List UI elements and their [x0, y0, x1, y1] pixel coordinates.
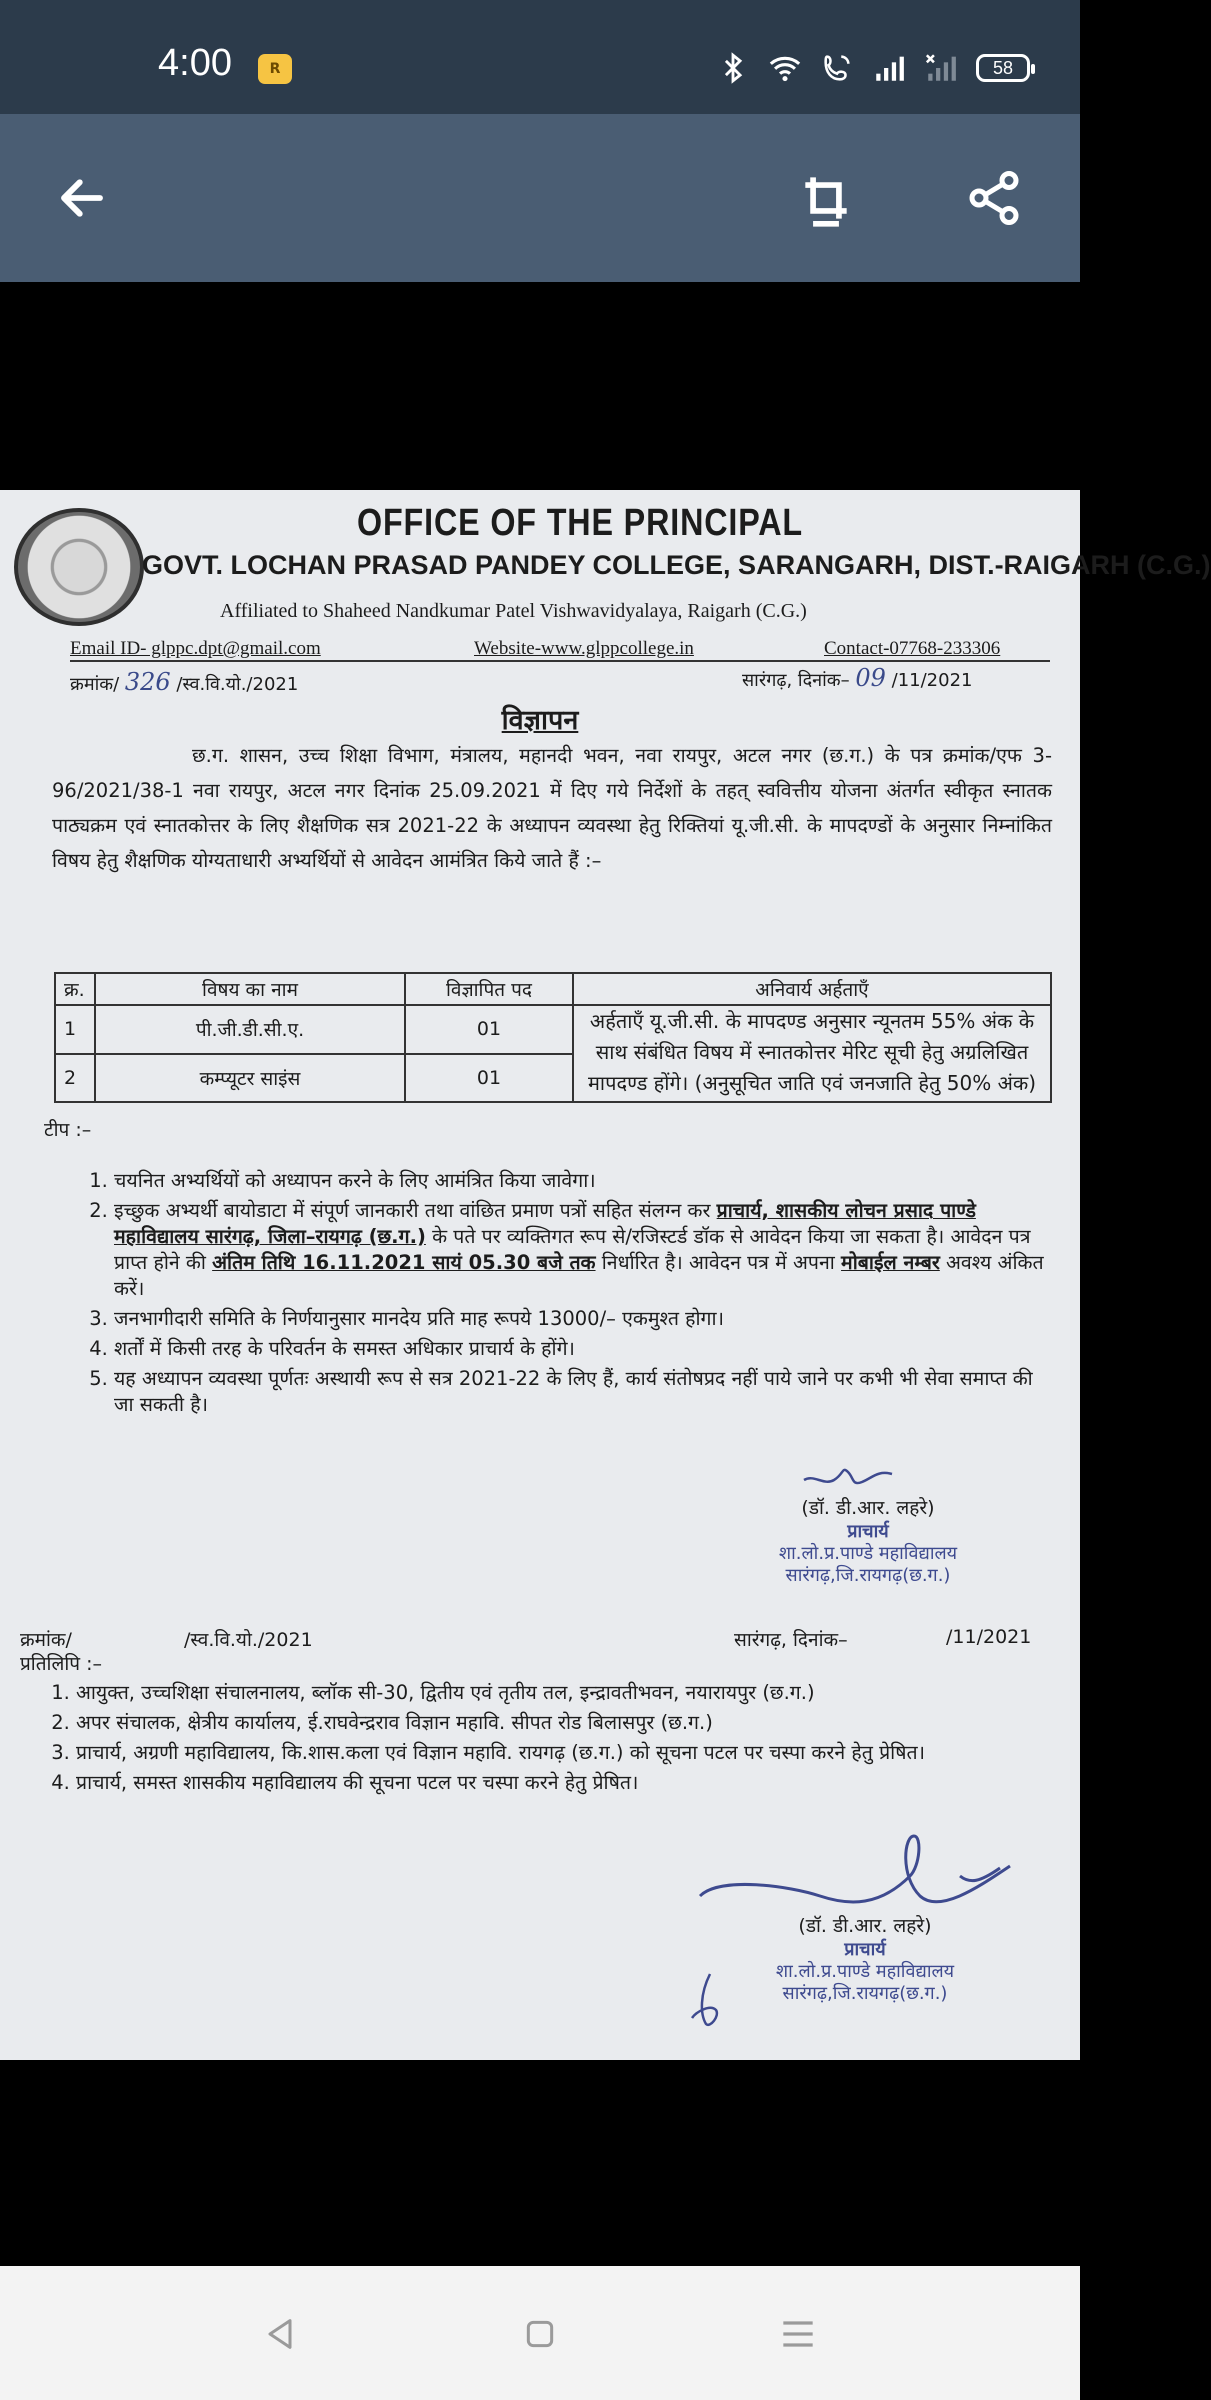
crop-icon: [795, 167, 857, 229]
row-sno: 2: [55, 1054, 95, 1103]
notice-body: छ.ग. शासन, उच्च शिक्षा विभाग, मंत्रालय, महानदी भवन, नवा रायपुर, अटल नगर (छ.ग.) के पत्र क्रमांक/एफ 3-96/2021/38-1 नवा रायपुर, अटल नगर दिनांक 25.09.2021 में दिए गये निर्देशों के तहत् स्ववित्तीय योजना अंतर्गत स्वीकृत स्नातक पाठ्यक्रम एवं स्नातकोत्तर के लिए शैक्षणिक सत्र 2021-22 के अध्यापन व्यवस्था हेतु रिक्तियां यू.जी.सी. के मापदण्डों के अनुसार निम्नांकित विषय हेतु शैक्षणिक योग्यताधारी अभ्यर्थियों से आवेदन आमंत्रित किये जाते हैं :–: [52, 744, 1052, 872]
date-rest: /11/2021: [891, 670, 973, 691]
ref2-place: सारंगढ़, दिनांक–: [734, 1629, 848, 1651]
row-posts: 01: [405, 1005, 573, 1054]
stamp-line: शा.लो.प्र.पाण्डे महाविद्यालय: [778, 1543, 958, 1564]
list-item: 4. शर्तों में किसी तरह के परिवर्तन के समस्त अधिकार प्राचार्य के होंगे।: [114, 1336, 1056, 1362]
back-button[interactable]: [42, 158, 122, 238]
row-sno: 1: [55, 1005, 95, 1054]
note2-address: प्राचार्य, शासकीय लोचन प्रसाद पाण्डे महाविद्यालय सारंगढ़, जिला–रायगढ़ (छ.ग.): [114, 1199, 976, 1248]
college-name: GOVT. LOCHAN PRASAD PANDEY COLLEGE, SARANGARH, DIST.-RAIGARH (C.G.): [142, 550, 1211, 580]
header-qualification: अनिवार्य अर्हताएँ: [573, 973, 1051, 1005]
note2-part: के पते पर व्यक्तिगत रूप से/रजिस्टर्ड डॉक से आवेदन किया जा सकता है। आवेदन पत्र प्राप्त होने की: [114, 1225, 1031, 1274]
website-text: Website-www.glppcollege.in: [474, 638, 694, 659]
affiliation: Affiliated to Shaheed Nandkumar Patel Vishwavidyalaya, Raigarh (C.G.): [220, 600, 807, 622]
header-sno: क्र.: [55, 973, 95, 1005]
signatory-name: (डॉ. डी.आर. लहरे): [801, 1497, 935, 1519]
office-title: OFFICE OF THE PRINCIPAL: [356, 502, 804, 544]
signal-icon: [872, 51, 906, 85]
signature-block-2: [700, 1914, 1030, 2005]
note2-deadline: अंतिम तिथि 16.11.2021 सायं 05.30 बजे तक: [212, 1251, 596, 1274]
status-bar: [0, 0, 1080, 114]
share-button[interactable]: [954, 158, 1034, 238]
ref2-date: /11/2021: [946, 1626, 1032, 1648]
list-item: 1. आयुक्त, उच्चशिक्षा संचालनालय, ब्लॉक सी-30, द्वितीय एवं तृतीय तल, इन्द्रावतीभवन, नयारायपुर (छ.ग.): [76, 1680, 1040, 1706]
notification-app-icon: R: [258, 54, 292, 84]
copy-to-label: प्रतिलिपि :–: [20, 1653, 103, 1675]
note2-part: निर्धारित है। आवेदन पत्र में अपना: [601, 1251, 835, 1274]
list-item: [114, 1198, 1056, 1302]
notice-heading: विज्ञापन: [501, 705, 579, 736]
ref2-prefix: क्रमांक/: [20, 1629, 72, 1651]
reference-line: [70, 664, 1050, 698]
nav-recents-button[interactable]: [768, 2304, 828, 2364]
signatory-name: (डॉ. डी.आर. लहरे): [798, 1915, 932, 1937]
place-date-label: सारंगढ़, दिनांक–: [742, 670, 850, 691]
ref-suffix: /स्व.वि.यो./2021: [176, 674, 299, 695]
status-time: 4:00: [158, 42, 232, 84]
share-icon: [964, 168, 1024, 228]
stamp-line: शा.लो.प्र.पाण्डे महाविद्यालय: [775, 1961, 955, 1982]
wifi-icon: [768, 51, 802, 85]
list-item: 2. अपर संचालक, क्षेत्रीय कार्यालय, ई.राघवेन्द्रराव विज्ञान महावि. सीपत रोड बिलासपुर (छ.ग.): [76, 1710, 1040, 1736]
copy-to-list: [0, 1680, 1040, 1800]
table-row: [55, 1005, 1051, 1054]
contact-text: Contact-07768-233306: [824, 638, 1001, 659]
posts-table: [54, 972, 1052, 1103]
list-item: 1. चयनित अभ्यर्थियों को अध्यापन करने के लिए आमंत्रित किया जावेगा।: [114, 1168, 1056, 1194]
viewer-toolbar: [0, 114, 1080, 282]
bluetooth-icon: [716, 51, 750, 85]
nav-back-button[interactable]: [250, 2304, 310, 2364]
menu-recents-icon: [776, 2312, 820, 2356]
signal-no-service-icon: [924, 51, 958, 85]
nav-home-button[interactable]: [510, 2304, 570, 2364]
row-subject: पी.जी.डी.सी.ए.: [95, 1005, 405, 1054]
crop-button[interactable]: [786, 158, 866, 238]
row-subject: कम्प्यूटर साइंस: [95, 1054, 405, 1103]
note2-part: इच्छुक अभ्यर्थी बायोडाटा में संपूर्ण जानकारी तथा वांछित प्रमाण पत्रों सहित संलग्न कर: [114, 1199, 711, 1222]
document-image[interactable]: [0, 490, 1211, 2060]
square-home-icon: [520, 2314, 560, 2354]
arrow-left-icon: [55, 171, 109, 225]
list-item: 4. प्राचार्य, समस्त शासकीय महाविद्यालय की सूचना पटल पर चस्पा करने हेतु प्रेषित।: [76, 1770, 1040, 1796]
qualification-cell: अर्हताएँ यू.जी.सी. के मापदण्ड अनुसार न्यूनतम 55% अंक के साथ संबंधित विषय में स्नातकोत्तर मेरिट सूची हेतु अग्रलिखित मापदण्ड होंगे। (अनुसूचित जाति एवं जनजाति हेतु 50% अंक): [573, 1005, 1051, 1102]
note2-mobile: मोबाईल नम्बर: [841, 1251, 940, 1274]
list-item: 3. प्राचार्य, अग्रणी महाविद्यालय, कि.शास.कला एवं विज्ञान महावि. रायगढ़ (छ.ग.) को सूचना पटल पर चस्पा करने हेतु प्रेषित।: [76, 1740, 1040, 1766]
row-posts: 01: [405, 1054, 573, 1103]
header-posts: विज्ञापित पद: [405, 973, 573, 1005]
ref2-suffix: /स्व.वि.यो./2021: [184, 1629, 313, 1651]
note2-part: अवश्य अंकित करें।: [114, 1251, 1044, 1300]
tip-label: टीप :–: [44, 1119, 92, 1141]
triangle-back-icon: [260, 2314, 300, 2354]
list-item: 3. जनभागीदारी समिति के निर्णयानुसार मानदेय प्रति माह रूपये 13000/– एकमुश्त होगा।: [114, 1306, 1056, 1332]
list-item: 5. यह अध्यापन व्यवस्था पूर्णतः अस्थायी रूप से सत्र 2021-22 के लिए हैं, कार्य संतोषप्रद नहीं पाये जाने पर कभी भी सेवा समाप्त की जा सकती है।: [114, 1366, 1056, 1418]
contact-line: [70, 638, 1050, 662]
stamp-title: प्राचार्य: [844, 1939, 886, 1960]
signature-block: [718, 1460, 1018, 1587]
ref-number: 326: [124, 668, 171, 696]
notes-list: [56, 1168, 1056, 1422]
table-header-row: [55, 973, 1051, 1005]
status-icons: [716, 48, 1030, 88]
stamp-line: सारंगढ़,जि.रायगढ़(छ.ग.): [782, 1983, 948, 2004]
system-nav-bar: [0, 2266, 1080, 2400]
date-day: 09: [855, 664, 886, 692]
email-text: Email ID- glppc.dpt@gmail.com: [70, 638, 321, 659]
battery-icon: 58: [976, 54, 1030, 82]
stamp-line: सारंगढ़,जि.रायगढ़(छ.ग.): [785, 1565, 951, 1586]
stamp-title: प्राचार्य: [847, 1521, 889, 1542]
header-subject: विषय का नाम: [95, 973, 405, 1005]
wifi-calling-icon: [820, 51, 854, 85]
ref-prefix: क्रमांक/: [70, 674, 120, 695]
